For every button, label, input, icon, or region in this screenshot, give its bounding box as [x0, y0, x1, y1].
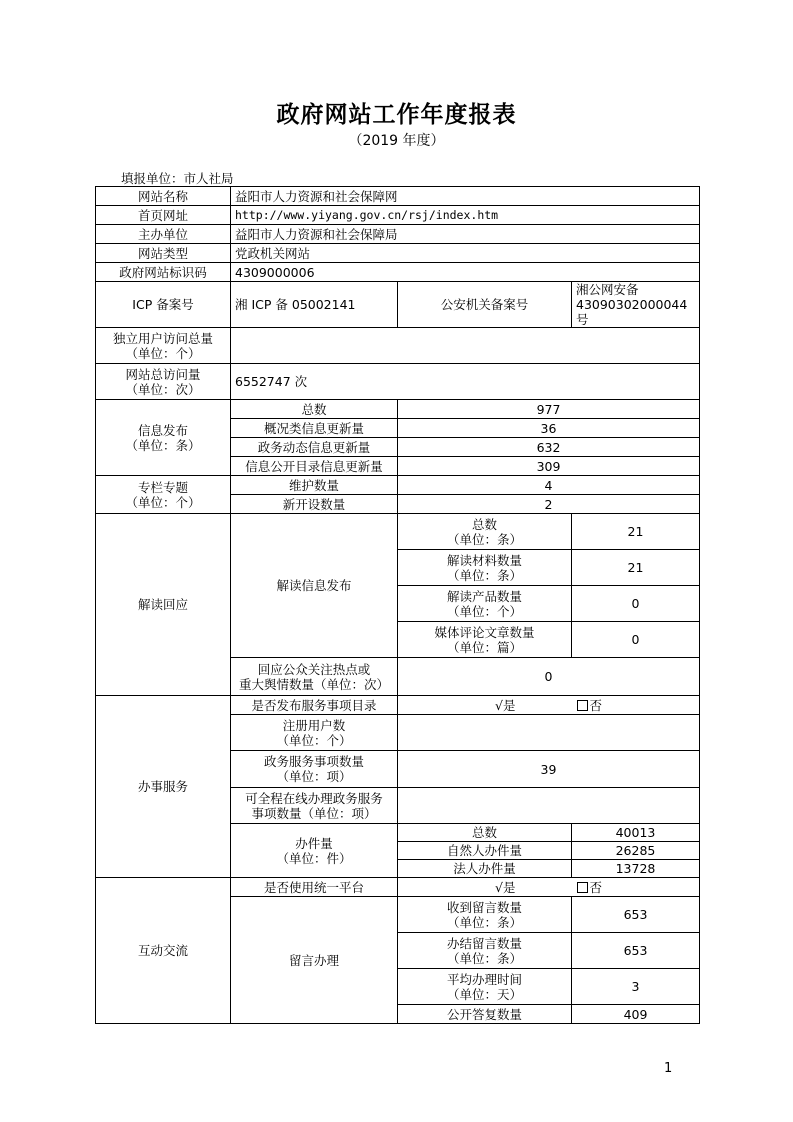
- info-catalog-value: 309: [398, 457, 700, 476]
- report-table: [95, 186, 700, 1024]
- row-info-total: [96, 400, 700, 419]
- service-items-label-line-2: （单位：项）: [276, 769, 352, 784]
- info-overview-value: 36: [398, 419, 700, 438]
- service-cases-label: [231, 824, 398, 878]
- row-site-type: [96, 244, 700, 263]
- cases-legal-label: 法人办件量: [398, 860, 572, 878]
- interact-platform-yes: 是: [502, 879, 516, 895]
- pv-label: [96, 364, 231, 400]
- interp-response-label-line-2: 重大舆情数量（单位：次）: [238, 676, 389, 692]
- service-cases-label-line-2: （单位：件）: [276, 850, 352, 866]
- info-overview-label: 概况类信息更新量: [231, 419, 398, 438]
- interact-public-label: 公开答复数量: [398, 1005, 572, 1024]
- interact-closed-label-line-2: （单位：条）: [446, 950, 522, 966]
- service-reg-label: [231, 715, 398, 751]
- info-news-label: 政务动态信息更新量: [231, 438, 398, 457]
- site-type-value: 党政机关网站: [231, 244, 700, 263]
- service-items-value: 39: [398, 751, 700, 788]
- service-label: 办事服务: [96, 696, 231, 878]
- host-value: 益阳市人力资源和社会保障局: [231, 225, 700, 244]
- interact-avg-value: 3: [572, 969, 700, 1005]
- interp-product-label-line-1: 解读产品数量: [446, 588, 522, 604]
- police-record-label: 公安机关备案号: [398, 282, 572, 328]
- interact-closed-value: 653: [572, 933, 700, 969]
- site-id-value: 4309000006: [231, 263, 700, 282]
- interp-response-label-line-1: 回应公众关注热点或: [257, 661, 371, 677]
- site-name-label: 网站名称: [96, 187, 231, 206]
- row-icp: [96, 282, 700, 328]
- row-page-views: [96, 364, 700, 400]
- interact-platform-no: 否: [589, 879, 602, 895]
- interp-media-label: [398, 622, 572, 658]
- checkbox-icon: [577, 882, 588, 893]
- service-reg-label-line-1: 注册用户数: [282, 717, 346, 733]
- info-label: [96, 400, 231, 476]
- interp-product-label: [398, 586, 572, 622]
- service-reg-label-line-2: （单位：个）: [276, 732, 352, 748]
- pv-label-line-1: 网站总访问量: [125, 366, 201, 382]
- cases-total-label: 总数: [398, 824, 572, 842]
- page-number: 1: [664, 1061, 673, 1076]
- row-unique-visitors: [96, 328, 700, 364]
- info-total-label: 总数: [231, 400, 398, 419]
- row-service-catalog: [96, 696, 700, 715]
- info-news-value: 632: [398, 438, 700, 457]
- service-online-label-line-1: 可全程在线办理政务服务: [245, 790, 383, 806]
- service-items-label: [231, 751, 398, 788]
- service-online-label-line-2: 事项数量（单位：项）: [251, 805, 377, 821]
- cases-total-value: 40013: [572, 824, 700, 842]
- row-column-maintain: [96, 476, 700, 495]
- interp-product-value: 0: [572, 586, 700, 622]
- interact-avg-label-line-2: （单位：天）: [446, 986, 522, 1002]
- interp-response-label: [231, 658, 398, 696]
- service-online-label: [231, 788, 398, 824]
- interp-media-label-line-1: 媒体评论文章数量: [434, 624, 535, 640]
- police-record-value: [572, 282, 700, 328]
- uv-label-line-1: 独立用户访问总量: [112, 330, 213, 346]
- row-home-url: [96, 206, 700, 225]
- row-interp-total: [96, 514, 700, 550]
- column-new-label: 新开设数量: [231, 495, 398, 514]
- site-name-value: 益阳市人力资源和社会保障网: [231, 187, 700, 206]
- home-url-value: http://www.yiyang.gov.cn/rsj/index.htm: [231, 206, 700, 225]
- row-site-name: [96, 187, 700, 206]
- interact-received-label-line-2: （单位：条）: [446, 914, 522, 930]
- service-cases-label-line-1: 办件量: [295, 835, 333, 851]
- interact-label: 互动交流: [96, 878, 231, 1024]
- interact-received-value: 653: [572, 897, 700, 933]
- interact-received-label: [398, 897, 572, 933]
- column-new-value: 2: [398, 495, 700, 514]
- home-url-label: 首页网址: [96, 206, 231, 225]
- info-total-value: 977: [398, 400, 700, 419]
- interact-platform-value: [398, 878, 700, 897]
- uv-value: [231, 328, 700, 364]
- interact-received-label-line-1: 收到留言数量: [446, 899, 522, 915]
- service-reg-value: [398, 715, 700, 751]
- interp-total-label: [398, 514, 572, 550]
- pv-value: 6552747 次: [231, 364, 700, 400]
- service-items-label-line-1: 政务服务事项数量: [263, 754, 364, 769]
- interp-media-label-line-2: （单位：篇）: [446, 639, 522, 655]
- interact-avg-label-line-1: 平均办理时间: [446, 971, 522, 987]
- row-host: [96, 225, 700, 244]
- service-catalog-yes: 是: [502, 697, 516, 713]
- cases-legal-value: 13728: [572, 860, 700, 878]
- check-icon: √: [495, 879, 503, 895]
- interp-material-value: 21: [572, 550, 700, 586]
- service-catalog-label: 是否发布服务事项目录: [231, 696, 398, 715]
- site-type-label: 网站类型: [96, 244, 231, 263]
- info-label-line-1: 信息发布: [137, 422, 188, 438]
- report-title: 政府网站工作年度报表: [276, 101, 517, 128]
- pv-label-line-2: （单位：次）: [125, 381, 201, 397]
- column-maintain-label: 维护数量: [231, 476, 398, 495]
- interp-product-label-line-2: （单位：个）: [446, 603, 522, 619]
- interp-publish-label: 解读信息发布: [231, 514, 398, 658]
- row-interact-platform: [96, 878, 700, 897]
- interact-msg-label: 留言办理: [231, 897, 398, 1024]
- interact-platform-label: 是否使用统一平台: [231, 878, 398, 897]
- column-maintain-value: 4: [398, 476, 700, 495]
- info-label-line-2: （单位：条）: [125, 437, 201, 453]
- site-id-label: 政府网站标识码: [96, 263, 231, 282]
- interact-closed-label-line-1: 办结留言数量: [446, 935, 522, 951]
- interp-material-label-line-1: 解读材料数量: [446, 552, 522, 568]
- checkbox-icon: [577, 700, 588, 711]
- interp-label: 解读回应: [96, 514, 231, 696]
- interp-total-label-line-1: 总数: [471, 516, 497, 532]
- host-label: 主办单位: [96, 225, 231, 244]
- interact-public-value: 409: [572, 1005, 700, 1024]
- interp-total-value: 21: [572, 514, 700, 550]
- interp-media-value: 0: [572, 622, 700, 658]
- icp-value: 湘 ICP 备 05002141: [231, 282, 398, 328]
- interp-material-label: [398, 550, 572, 586]
- column-label-line-1: 专栏专题: [137, 479, 188, 495]
- cases-natural-value: 26285: [572, 842, 700, 860]
- interp-response-value: 0: [398, 658, 700, 696]
- info-catalog-label: 信息公开目录信息更新量: [231, 457, 398, 476]
- police-record-line-1: 湘公网安备: [576, 282, 639, 297]
- service-online-value: [398, 788, 700, 824]
- interact-avg-label: [398, 969, 572, 1005]
- police-record-line-2: 43090302000044 号: [576, 297, 688, 327]
- uv-label: [96, 328, 231, 364]
- interact-closed-label: [398, 933, 572, 969]
- column-label-line-2: （单位：个）: [125, 494, 201, 510]
- report-year: （2019 年度）: [348, 133, 445, 149]
- interp-total-label-line-2: （单位：条）: [446, 531, 522, 547]
- service-catalog-value: [398, 696, 700, 715]
- column-label: [96, 476, 231, 514]
- cases-natural-label: 自然人办件量: [398, 842, 572, 860]
- interp-material-label-line-2: （单位：条）: [446, 567, 522, 583]
- uv-label-line-2: （单位：个）: [125, 345, 201, 361]
- check-icon: √: [495, 697, 503, 713]
- service-catalog-no: 否: [589, 697, 602, 713]
- row-site-id: [96, 263, 700, 282]
- filler-unit: 填报单位：市人社局: [121, 171, 234, 186]
- icp-label: ICP 备案号: [96, 282, 231, 328]
